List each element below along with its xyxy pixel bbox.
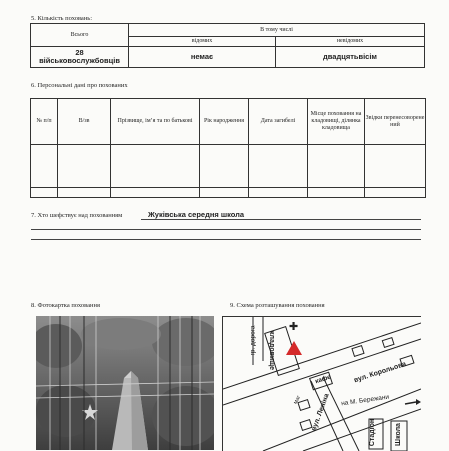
- label-berezhany: на М. Бережани: [340, 393, 390, 408]
- col-name: Прізвище, ім’я та по батькові: [111, 99, 200, 145]
- label-shop: маг: [292, 394, 303, 406]
- section8-heading: 8. Фотокартка поховання: [31, 302, 100, 309]
- col-birth-year: Рік народження: [200, 99, 249, 145]
- label-school: Школа: [394, 423, 402, 446]
- col-including-header: В тому числі: [129, 24, 425, 37]
- col-burial-place: Місце поховання на кладовищі, ділянка кладовища: [308, 99, 365, 145]
- table-row: [31, 145, 426, 188]
- section7-value: Жуківська середня школа: [148, 210, 245, 219]
- burial-count-table: [30, 23, 425, 68]
- section9-heading: 9. Схема розташування поховання: [230, 302, 325, 309]
- section6-heading: 6. Персональні дані про похованих: [31, 82, 128, 89]
- memorial-triangle-icon: [286, 341, 302, 360]
- location-scheme: [222, 316, 421, 451]
- label-stadium: Стадіон: [369, 418, 377, 447]
- burial-photo: [36, 316, 214, 450]
- col-number: № п/п: [31, 99, 58, 145]
- label-lenin: вул. Леніна: [310, 392, 331, 433]
- col-transferred-from: Звідки перенесоворене ний: [365, 99, 426, 145]
- burial-photo-image: [36, 316, 214, 450]
- label-road: гр. дорога: [249, 325, 257, 356]
- section7-label: 7. Хто шефствує над похованням: [31, 212, 123, 219]
- total-number: 28: [75, 48, 84, 57]
- col-rank: В/зв: [58, 99, 111, 145]
- section5-heading: 5. Кількість поховань:: [31, 15, 93, 22]
- label-korolova: вул. Корольова: [353, 360, 408, 385]
- total-desc: військовослужбовців: [39, 56, 120, 65]
- section7-line-2: [31, 229, 421, 230]
- personal-data-table: [30, 98, 426, 198]
- table-row: [31, 188, 426, 198]
- col-death-date: Дата загибелі: [249, 99, 308, 145]
- col-total-header: Всього: [31, 24, 129, 47]
- total-cell: [31, 47, 129, 68]
- col-known-header: відомих: [129, 37, 276, 47]
- label-cemetery: кладовище: [268, 330, 276, 371]
- label-cafe: кафе: [314, 373, 332, 386]
- col-unknown-header: невідомих: [276, 37, 425, 47]
- known-value: немає: [129, 47, 276, 68]
- cross-icon: ✚: [289, 320, 299, 333]
- section7-line-3: [31, 239, 421, 240]
- unknown-value: двадцятьвісім: [276, 47, 425, 68]
- section7-underline: [141, 219, 421, 220]
